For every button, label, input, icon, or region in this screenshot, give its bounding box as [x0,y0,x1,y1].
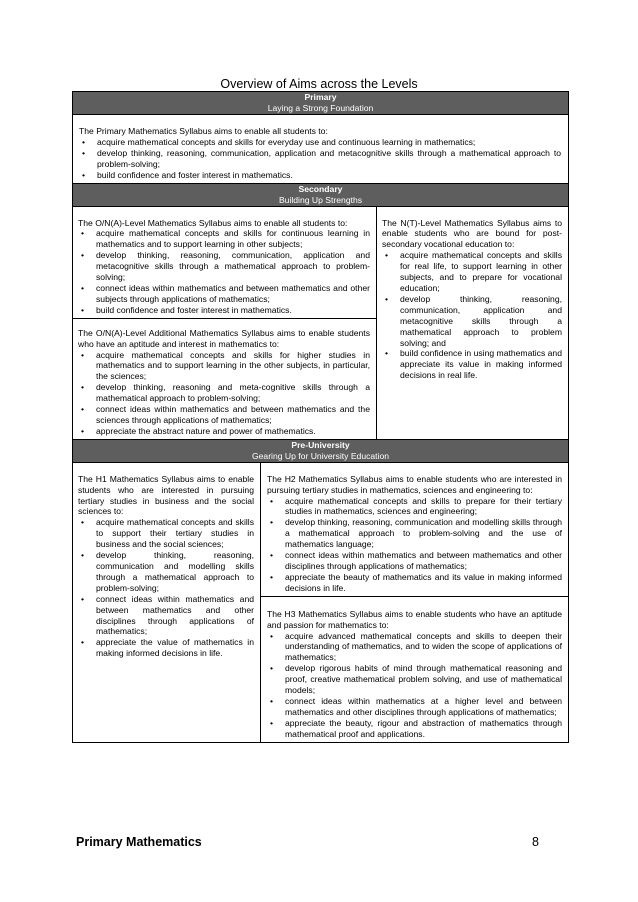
h2-aims-list [267,496,562,594]
list-item: • acquire mathematical concepts and skills to prepare for their tertiary studies in mathematics, sciences and engineering; [267,496,562,518]
h3-intro: The H3 Mathematics Syllabus aims to enable students who have an aptitude and passion for mathematics to: [267,608,562,630]
additional-aims-list [78,350,370,437]
h2-intro: The H2 Mathematics Syllabus aims to enable students who are interested in pursuing tertiary studies in mathematics, sciences and engineering to: [267,473,562,495]
h1-aims [73,463,260,661]
footer-title: Primary Mathematics [76,835,202,849]
ona-intro: The O/N(A)-Level Mathematics Syllabus aims to enable all students to: [78,217,348,228]
list-item: • connect ideas within mathematics and between mathematics and the sciences through applications of mathematics; [78,404,370,426]
list-item: • acquire mathematical concepts and skills for everyday use and continuous learning in mathematics; [79,137,561,148]
list-item: • acquire advanced mathematical concepts and skills to deepen their understanding of mathematics, and to widen the scope of applications of mathematics; [267,631,562,664]
h1-intro: The H1 Mathematics Syllabus aims to enable students who are interested in pursuing tertiary studies in business and the social sciences to: [78,473,254,517]
list-item: • build confidence and foster interest in mathematics. [78,305,370,316]
list-item: • build confidence in using mathematics and appreciate its value in making informed decisions in real life. [382,348,562,381]
secondary-band-title: Secondary [298,183,343,194]
primary-band-title: Primary [304,92,337,102]
list-item: • develop thinking, reasoning, communication and modelling skills through a mathematical approach to problem-solving and the use of mathematics language; [267,517,562,550]
list-item: • connect ideas within mathematics and between mathematics and other subjects through applications of mathematics; [78,283,370,305]
page-title: Overview of Aims across the Levels [220,77,418,91]
list-item: • acquire mathematical concepts and skills to support their tertiary studies in business and the social sciences; [78,517,254,550]
list-item: • acquire mathematical concepts and skills for higher studies in mathematics and to support learning in the other subjects, in particular, the sciences; [78,350,370,383]
h2-h3-cell [261,462,569,742]
list-item: • appreciate the beauty, rigour and abstraction of mathematics through mathematical proof and applications. [267,718,562,740]
page-number: 8 [532,835,539,849]
primary-aims-cell [73,115,569,184]
h3-aims [261,596,568,742]
list-item: • develop thinking, reasoning, communication, application and metacognitive skills through a mathematical approach to problem solving; and [382,294,562,349]
nt-aims-list [382,250,562,381]
list-item: • develop thinking, reasoning, communication, application and metacognitive skills through a mathematical approach to problem-solving; [79,148,561,170]
nt-aims [377,207,568,384]
list-item: • connect ideas within mathematics at a higher level and between mathematics and other disciplines through applications of mathematics; [267,696,562,718]
preuniversity-band [73,439,569,462]
list-item: • develop thinking, reasoning and meta-cognitive skills through a mathematical approach to problem-solving; [78,382,370,404]
preuniversity-band-title: Pre-University [291,439,350,450]
primary-aims-list [79,137,561,181]
list-item: • appreciate the abstract nature and power of mathematics. [78,426,370,437]
ona-aims-list [78,228,370,315]
h3-aims-list [267,631,562,740]
primary-intro: The Primary Mathematics Syllabus aims to enable all students to: [79,126,328,136]
list-item: • develop rigorous habits of mind through mathematical reasoning and proof, creative mathematical problem solving, and use of mathematical models; [267,663,562,696]
secondary-left-cell [73,206,377,439]
secondary-band [73,183,569,206]
list-item: • connect ideas within mathematics and between mathematics and other disciplines through applications of mathematics; [267,550,562,572]
primary-band [73,92,569,115]
primary-band-subtitle: Laying a Strong Foundation [267,103,374,113]
list-item: • build confidence and foster interest in mathematics. [79,170,561,181]
list-item: • connect ideas within mathematics and between mathematics and other disciplines through applications of mathematics; [78,594,254,638]
nt-intro: The N(T)-Level Mathematics Syllabus aims to enable students who are bound for post-secondary vocational education to: [382,217,562,250]
ona-aims [73,207,376,318]
h1-cell [73,462,261,742]
additional-math-aims [73,318,376,439]
list-item: • acquire mathematical concepts and skills for real life, to support learning in other subjects, and to prepare for vocational education; [382,250,562,294]
list-item: • acquire mathematical concepts and skills for continuous learning in mathematics and to support learning in other subjects; [78,228,370,250]
secondary-right-cell [377,206,569,439]
list-item: • develop thinking, reasoning, communication and modelling skills through a mathematical approach to problem-solving; [78,550,254,594]
additional-intro: The O/N(A)-Level Additional Mathematics Syllabus aims to enable students who have an aptitude and interest in mathematics to: [78,327,370,349]
h1-aims-list [78,517,254,659]
list-item: • appreciate the beauty of mathematics and its value in making informed decisions in life. [267,572,562,594]
secondary-band-subtitle: Building Up Strengths [278,194,363,205]
aims-table [72,91,569,743]
h2-aims [261,463,568,596]
list-item: • appreciate the value of mathematics in making informed decisions in life. [78,637,254,659]
list-item: • develop thinking, reasoning, communication, application and metacognitive skills through a mathematical approach to problem-solving; [78,250,370,283]
preuniversity-band-subtitle: Gearing Up for University Education [251,450,390,461]
